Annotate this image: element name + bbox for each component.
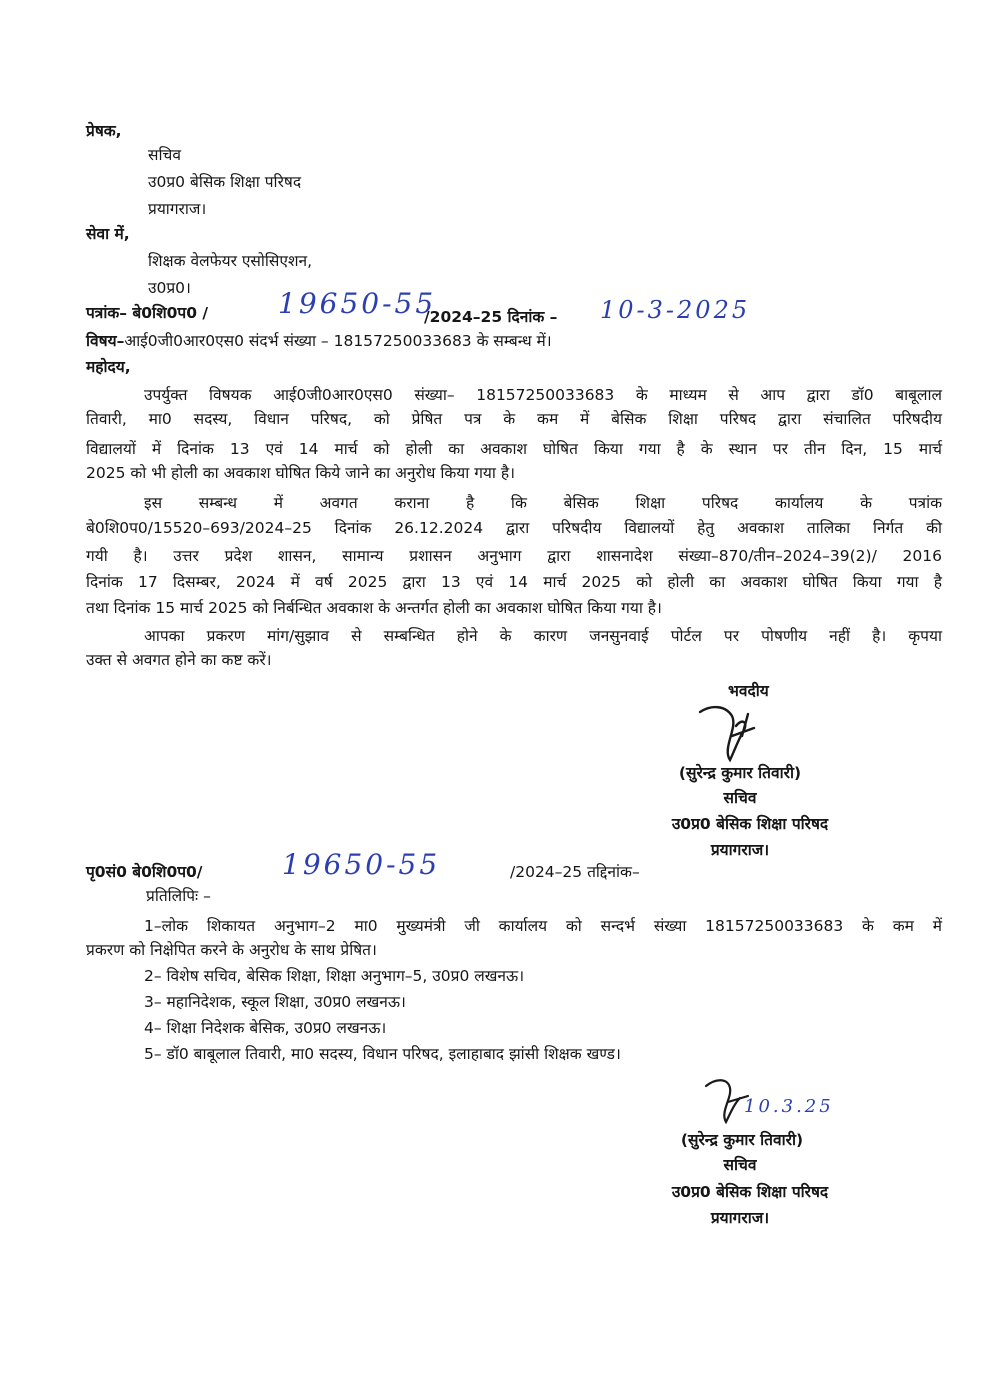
subject-label: विषय–	[86, 332, 125, 350]
copy-item-2: 2– विशेष सचिव, बेसिक शिक्षा, शिक्षा अनुभाग–5, उ0प्र0 लखनऊ।	[144, 967, 525, 985]
subject-line	[86, 331, 552, 351]
patrank-handwritten-number: 19650-55	[278, 287, 437, 320]
para1-line3: विद्यालयों में दिनांक 13 एवं 14 मार्च को होली का अवकाश घोषित किया गया है के स्थान पर तीन दिन, 15 मार्च	[86, 440, 942, 458]
para1-line2: तिवारी, मा0 सदस्य, विधान परिषद, को प्रेषित पत्र के कम में बेसिक शिक्षा परिषद द्वारा संचालित परिषदीय	[86, 410, 942, 428]
para2-line5: तथा दिनांक 15 मार्च 2025 को निर्बन्धित अवकाश के अन्तर्गत होली का अवकाश घोषित किया गया है।	[86, 599, 662, 617]
copy-item-5: 5– डॉ0 बाबूलाल तिवारी, मा0 सदस्य, विधान परिषद, इलाहाबाद झांसी शिक्षक खण्ड।	[144, 1045, 621, 1063]
closing-city: प्रयागराज।	[710, 841, 770, 859]
copy-item-4: 4– शिक्षा निदेशक बेसिक, उ0प्र0 लखनऊ।	[144, 1019, 387, 1037]
closing2-name: (सुरेन्द्र कुमार तिवारी)	[680, 1131, 804, 1149]
para2-line4: दिनांक 17 दिसम्बर, 2024 में वर्ष 2025 द्वारा 13 एवं 14 मार्च 2025 को होली का अवकाश घोषित किया गया है	[86, 573, 942, 591]
para1-line4: 2025 को भी होली का अवकाश घोषित किये जाने का अनुरोध किया गया है।	[86, 464, 515, 482]
para3-line2: उक्त से अवगत होने का कष्ट करें।	[86, 651, 272, 669]
endorsement-handwritten-number: 19650-55	[282, 848, 441, 881]
closing-designation: सचिव	[723, 789, 757, 807]
recipient-label: सेवा में,	[86, 225, 130, 243]
patrank-year-date-label: /2024–25 दिनांक –	[424, 308, 558, 326]
endorsement-label: पृ0सं0 बे0शि0प0/	[86, 863, 203, 881]
para2-line3: गयी है। उत्तर प्रदेश शासन, सामान्य प्रशासन अनुभाग द्वारा शासनादेश संख्या–870/तीन–2024–39(2)/ 2016	[86, 547, 942, 565]
handwritten-date: 10-3-2025	[600, 296, 751, 324]
sender-city: प्रयागराज।	[148, 200, 207, 218]
sender-label: प्रेषक,	[86, 122, 122, 140]
closing2-office: उ0प्र0 बेसिक शिक्षा परिषद	[671, 1183, 829, 1201]
copy-item-1-line2: प्रकरण को निक्षेपित करने के अनुरोध के साथ प्रेषित।	[86, 941, 377, 959]
patrank-label: पत्रांक– बे0शि0प0 /	[86, 304, 209, 322]
signature-icon	[692, 700, 782, 770]
closing-name: (सुरेन्द्र कुमार तिवारी)	[678, 764, 802, 782]
sender-office: उ0प्र0 बेसिक शिक्षा परिषद	[148, 173, 302, 191]
recipient-name: शिक्षक वेलफेयर एसोसिएशन,	[148, 252, 313, 270]
closing2-city: प्रयागराज।	[710, 1209, 770, 1227]
para3-line1: आपका प्रकरण मांग/सुझाव से सम्बन्धित होने के कारण जनसुनवाई पोर्टल पर पोषणीय नहीं है। कृपया	[144, 627, 942, 645]
salutation: महोदय,	[86, 358, 131, 376]
closing-office: उ0प्र0 बेसिक शिक्षा परिषद	[671, 815, 829, 833]
copy-label: प्रतिलिपिः –	[146, 887, 211, 905]
closing-yours: भवदीय	[728, 682, 769, 700]
para2-line2: बे0शि0प0/15520–693/2024–25 दिनांक 26.12.2024 द्वारा परिषदीय विद्यालयों हेतु अवकाश तालिका निर्गत की	[86, 519, 942, 537]
para2-line1: इस सम्बन्ध में अवगत कराना है कि बेसिक शिक्षा परिषद कार्यालय के पत्रांक	[144, 494, 942, 512]
copy-item-3: 3– महानिदेशक, स्कूल शिक्षा, उ0प्र0 लखनऊ।	[144, 993, 406, 1011]
closing2-designation: सचिव	[723, 1156, 757, 1174]
endorsement-year-date: /2024–25 तद्दिनांक–	[510, 863, 640, 881]
sender-designation: सचिव	[148, 146, 181, 164]
subject-text: आई0जी0आर0एस0 संदर्भ संख्या – 18157250033683 के सम्बन्ध में।	[124, 332, 552, 350]
recipient-state: उ0प्र0।	[148, 279, 191, 297]
signature-2-date: 10.3.25	[744, 1096, 834, 1117]
copy-item-1-line1: 1–लोक शिकायत अनुभाग–2 मा0 मुख्यमंत्री जी कार्यालय को सन्दर्भ संख्या 18157250033683 के कम में	[144, 917, 942, 935]
para1-line1: उपर्युक्त विषयक आई0जी0आर0एस0 संख्या– 18157250033683 के माध्यम से आप द्वारा डॉ0 बाबूलाल	[144, 386, 942, 404]
